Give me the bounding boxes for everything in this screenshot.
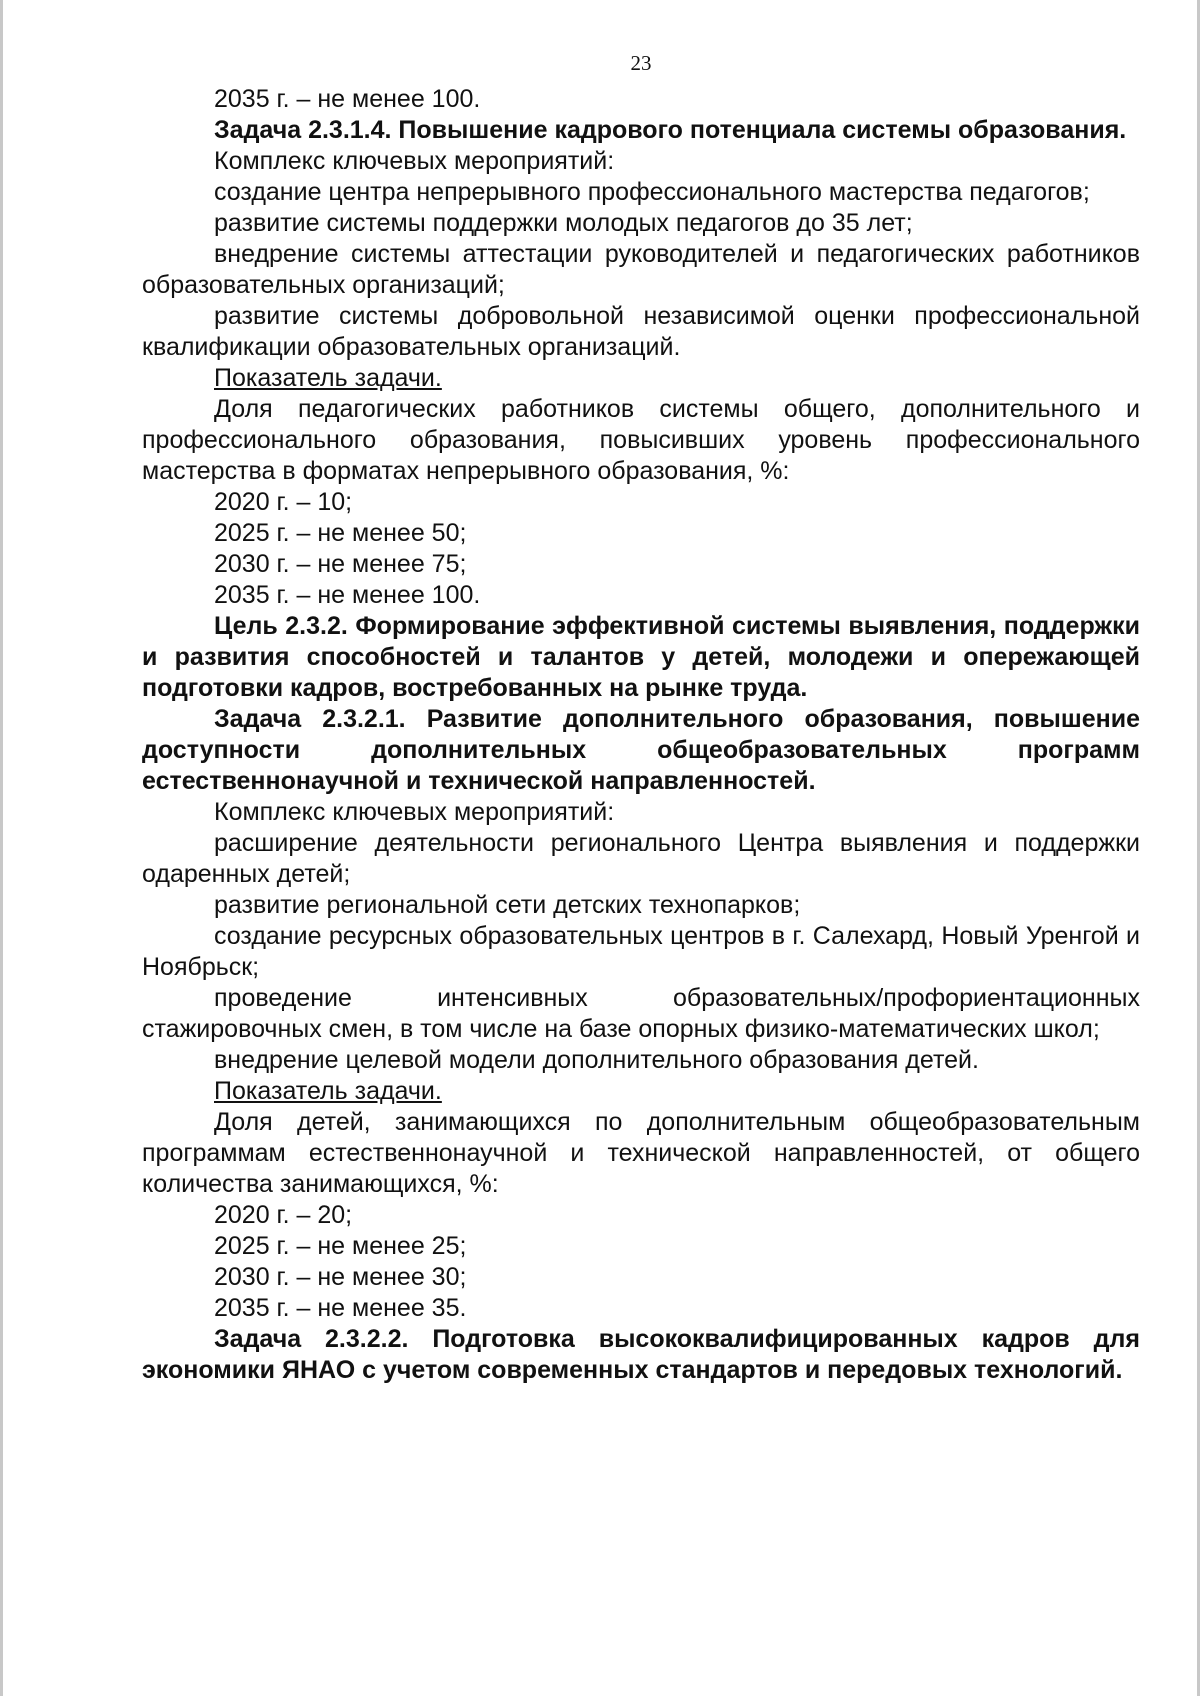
page-number: 23 bbox=[630, 51, 652, 75]
body-paragraph: 2030 г. – не менее 75; bbox=[214, 550, 467, 578]
section-heading: Задача 2.3.2.2. Подготовка высококвалифицированных кадров для экономики ЯНАО с учетом современных стандартов и передовых технологий. bbox=[142, 1325, 1140, 1384]
indicator-heading-text: Показатель задачи. bbox=[214, 1077, 442, 1105]
body-paragraph: создание ресурсных образовательных центров в г. Салехард, Новый Уренгой и Ноябрьск; bbox=[142, 922, 1140, 981]
body-paragraph: Доля педагогических работников системы общего, дополнительного и профессионального образования, повысивших уровень профессионального мастерства в форматах непрерывного образования, %: bbox=[142, 395, 1140, 485]
body-paragraph: 2025 г. – не менее 25; bbox=[214, 1232, 467, 1260]
indicator-heading bbox=[142, 1076, 1140, 1107]
body-paragraph: 2035 г. – не менее 35. bbox=[214, 1294, 467, 1322]
body-paragraph: развитие региональной сети детских технопарков; bbox=[214, 891, 801, 919]
body-paragraph: Комплекс ключевых мероприятий: bbox=[214, 798, 615, 826]
body-paragraph: Доля детей, занимающихся по дополнительным общеобразовательным программам естественнонаучной и технической направленностей, от общего количества занимающихся, %: bbox=[142, 1108, 1140, 1198]
body-paragraph: 2025 г. – не менее 50; bbox=[214, 519, 467, 547]
body-paragraph: внедрение системы аттестации руководителей и педагогических работников образовательных организаций; bbox=[142, 240, 1140, 299]
body-paragraph: 2035 г. – не менее 100. bbox=[214, 85, 481, 113]
body-paragraph: 2030 г. – не менее 30; bbox=[214, 1263, 467, 1291]
body-paragraph: развитие системы поддержки молодых педагогов до 35 лет; bbox=[214, 209, 913, 237]
indicator-heading-text: Показатель задачи. bbox=[214, 364, 442, 392]
body-paragraph: 2020 г. – 20; bbox=[214, 1201, 353, 1229]
section-heading: Задача 2.3.2.1. Развитие дополнительного образования, повышение доступности дополнительных общеобразовательных программ естественнонаучной и технической направленностей. bbox=[142, 705, 1140, 795]
document-page bbox=[142, 50, 1140, 1386]
indicator-heading bbox=[142, 363, 1140, 394]
scan-edge-left bbox=[0, 0, 3, 1696]
body-paragraph: 2035 г. – не менее 100. bbox=[214, 581, 481, 609]
document-body bbox=[142, 84, 1140, 1386]
section-heading: Задача 2.3.1.4. Повышение кадрового потенциала системы образования. bbox=[214, 116, 1127, 144]
body-paragraph: 2020 г. – 10; bbox=[214, 488, 353, 516]
body-paragraph: расширение деятельности регионального Центра выявления и поддержки одаренных детей; bbox=[142, 829, 1140, 888]
body-paragraph: проведение интенсивных образовательных/профориентационных стажировочных смен, в том числе на базе опорных физико-математических школ; bbox=[142, 984, 1140, 1043]
body-paragraph: внедрение целевой модели дополнительного образования детей. bbox=[214, 1046, 979, 1074]
section-heading: Цель 2.3.2. Формирование эффективной системы выявления, поддержки и развития способностей и талантов у детей, молодежи и опережающей подготовки кадров, востребованных на рынке труда. bbox=[142, 612, 1140, 702]
body-paragraph: Комплекс ключевых мероприятий: bbox=[214, 147, 615, 175]
body-paragraph: создание центра непрерывного профессионального мастерства педагогов; bbox=[214, 178, 1090, 206]
body-paragraph: развитие системы добровольной независимой оценки профессиональной квалификации образовательных организаций. bbox=[142, 302, 1140, 361]
